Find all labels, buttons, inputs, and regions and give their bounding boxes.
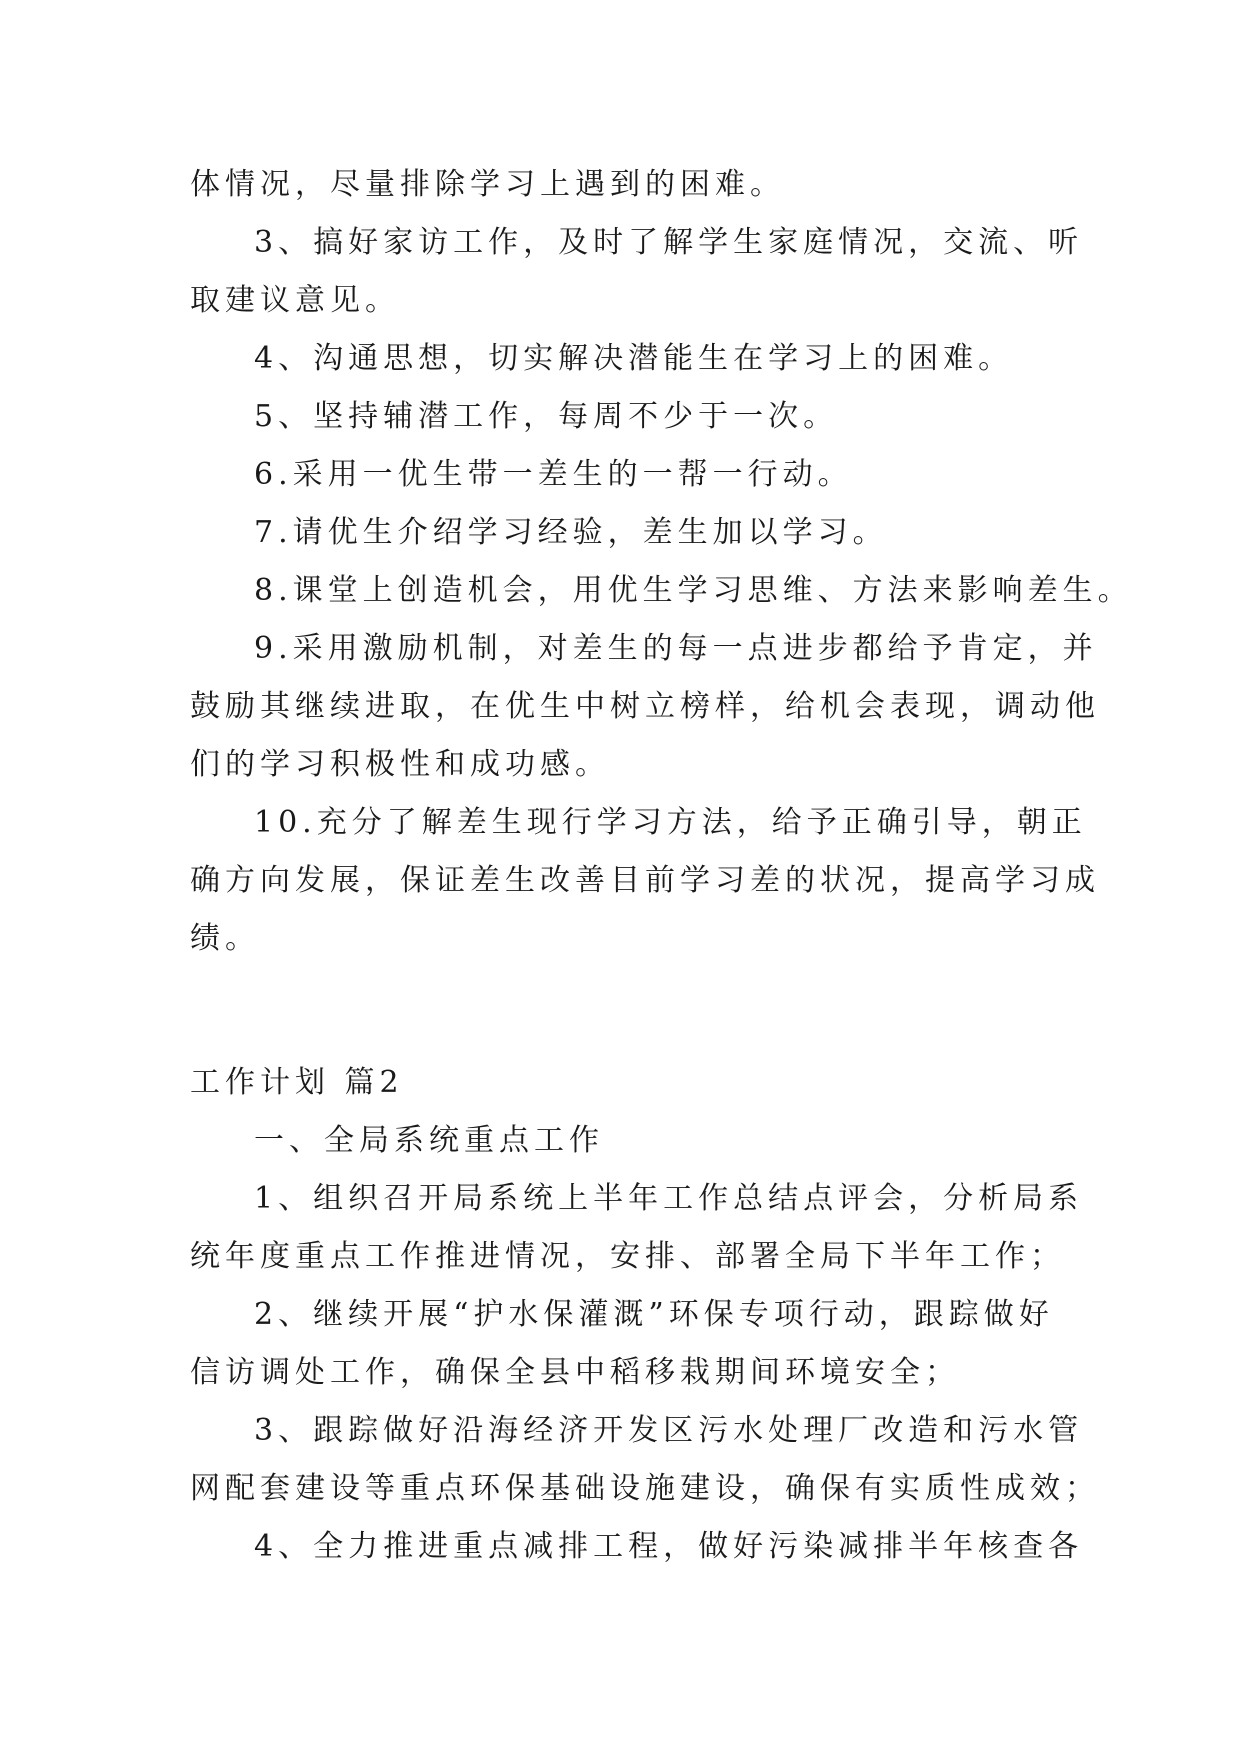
paragraph-line: 信访调处工作，确保全县中稻移栽期间环境安全； xyxy=(190,1355,960,1390)
paragraph-line: 3、搞好家访工作，及时了解学生家庭情况，交流、听 xyxy=(254,225,1084,260)
paragraph-line: 确方向发展，保证差生改善目前学习差的状况，提高学习成 xyxy=(190,863,1100,898)
paragraph-line: 7.请优生介绍学习经验，差生加以学习。 xyxy=(254,515,888,550)
paragraph-line: 取建议意见。 xyxy=(190,283,400,318)
paragraph-line: 6.采用一优生带一差生的一帮一行动。 xyxy=(254,457,853,492)
paragraph-line: 绩。 xyxy=(190,921,260,956)
paragraph-line: 鼓励其继续进取，在优生中树立榜样，给机会表现，调动他 xyxy=(190,689,1100,724)
paragraph-line: 们的学习积极性和成功感。 xyxy=(190,747,610,782)
text-block-1 xyxy=(190,156,1133,968)
document-body xyxy=(190,156,1133,1576)
paragraph-line: 9.采用激励机制，对差生的每一点进步都给予肯定，并 xyxy=(254,631,1098,666)
paragraph-line: 统年度重点工作推进情况，安排、部署全局下半年工作； xyxy=(190,1239,1065,1274)
text-block-2 xyxy=(190,1112,1100,1576)
paragraph-line: 4、全力推进重点减排工程，做好污染减排半年核查各 xyxy=(254,1529,1084,1564)
paragraph-line: 网配套建设等重点环保基础设施建设，确保有实质性成效； xyxy=(190,1471,1100,1506)
paragraph-line: 2、继续开展“护水保灌溉”环保专项行动，跟踪做好 xyxy=(254,1297,1054,1332)
section-gap xyxy=(190,968,1050,1054)
paragraph-line: 4、沟通思想，切实解决潜能生在学习上的困难。 xyxy=(254,341,1014,376)
section-title: 工作计划 篇2 xyxy=(190,1065,404,1100)
paragraph-line: 8.课堂上创造机会，用优生学习思维、方法来影响差生。 xyxy=(254,573,1133,608)
paragraph-line: 体情况，尽量排除学习上遇到的困难。 xyxy=(190,167,785,202)
paragraph-line: 5、坚持辅潜工作，每周不少于一次。 xyxy=(254,399,839,434)
paragraph-line: 1、组织召开局系统上半年工作总结点评会，分析局系 xyxy=(254,1181,1084,1216)
paragraph-line: 3、跟踪做好沿海经济开发区污水处理厂改造和污水管 xyxy=(254,1413,1084,1448)
paragraph-line: 10.充分了解差生现行学习方法，给予正确引导，朝正 xyxy=(254,805,1087,840)
paragraph-line: 一、全局系统重点工作 xyxy=(254,1123,604,1158)
